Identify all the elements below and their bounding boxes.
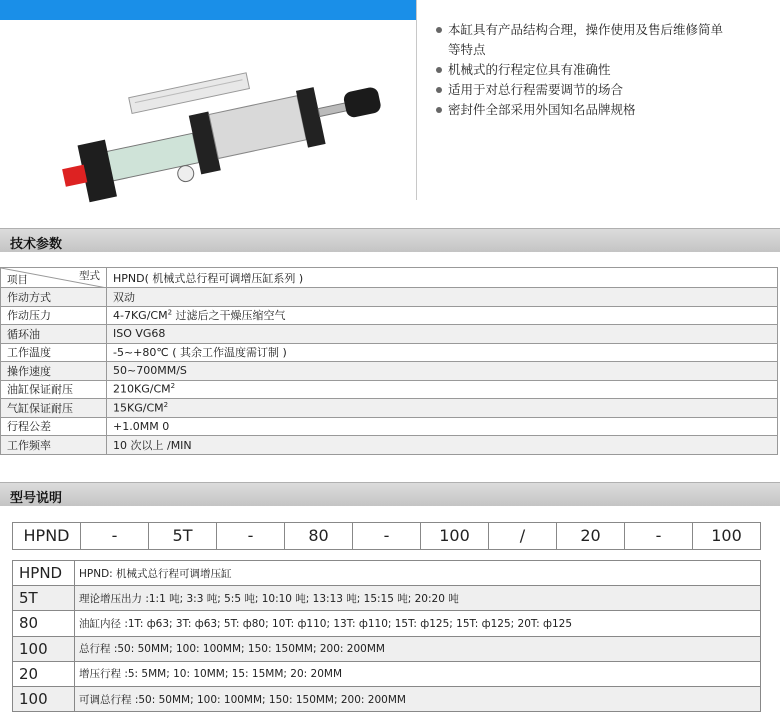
model-code-cell: HPND [13,523,81,549]
explanation-text: HPND: 机械式总行程可调增压缸 [75,561,761,586]
spec-row [1,417,778,436]
spec-sup: 2 [170,382,176,391]
model-code-cell: - [81,523,149,549]
spec-sup: 2 [167,308,173,317]
explanation-code: 80 [13,611,75,636]
explanation-code: HPND [13,561,75,586]
cylinder-product-image [48,58,388,208]
spec-section-header [0,228,780,252]
spec-value: ISO VG68 [107,325,778,344]
spec-row [1,362,778,381]
explanation-code: 5T [13,586,75,611]
model-section-header [0,482,780,506]
spec-sup: 2 [163,400,169,409]
explanation-row [13,611,761,636]
explanation-text: 增压行程 :5: 5MM; 10: 10MM; 15: 15MM; 20: 20MM [75,661,761,686]
spec-key: 工作温度 [1,343,107,362]
model-section-title: 型号说明 [10,491,63,506]
spec-header-row [1,268,778,288]
spec-key: 作动压力 [1,306,107,325]
spec-suffix: 过滤后之干燥压缩空气 [172,309,286,323]
spec-value [107,380,778,399]
spec-key: 循环油 [1,325,107,344]
spec-key: 操作速度 [1,362,107,381]
explanation-row [13,586,761,611]
model-code-cell: / [489,523,557,549]
explanation-code: 100 [13,636,75,661]
explanation-text: 油缸内径 :1T: ф63; 3T: ф63; 5T: ф80; 10T: ф110; 13T: ф110; 15T: ф125; 15T: ф125; 20T: ф125 [75,611,761,636]
spec-value-text: 15KG/CM [113,401,164,415]
spec-key: 工作频率 [1,436,107,455]
model-code-cell: 80 [285,523,353,549]
feature-list [436,20,766,120]
model-code-cell: 100 [711,526,742,545]
spec-row [1,306,778,325]
spec-key: 油缸保证耐压 [1,380,107,399]
model-code-cell: 5T [149,523,217,549]
spec-value: +1.0MM 0 [107,417,778,436]
feature-item: 本缸具有产品结构合理，操作使用及售后维修简单 [436,20,766,40]
model-code-cell: - [625,523,693,549]
spec-row [1,399,778,418]
spec-section-title: 技术参数 [10,237,63,252]
header-value: HPND( 机械式总行程可调增压缸系列 ) [107,268,778,288]
explanation-row [13,561,761,586]
feature-item: 机械式的行程定位具有准确性 [436,60,766,80]
explanation-row [13,636,761,661]
divider [416,0,417,200]
spec-row [1,288,778,307]
feature-item: 密封件全部采用外国知名品牌规格 [436,100,766,120]
spec-value [107,306,778,325]
spec-value: 50~700MM/S [107,362,778,381]
spec-table [0,267,778,455]
header-model-label: 型式 [79,270,100,282]
model-code-row [12,522,761,550]
explanation-code: 100 [13,686,75,711]
spec-row [1,325,778,344]
spec-value-text: 4-7KG/CM [113,309,168,323]
spec-key: 作动方式 [1,288,107,307]
explanation-row [13,661,761,686]
top-accent-bar [0,0,416,20]
spec-value: 双动 [107,288,778,307]
spec-key: 行程公差 [1,417,107,436]
explanation-text: 理论增压出力 :1:1 吨; 3:3 吨; 5:5 吨; 10:10 吨; 13:13 吨; 15:15 吨; 20:20 吨 [75,586,761,611]
explanation-row [13,686,761,711]
explanation-text: 可调总行程 :50: 50MM; 100: 100MM; 150: 150MM; 200: 200MM [75,686,761,711]
spec-row [1,436,778,455]
model-code-cell: 100 [421,523,489,549]
model-code-cell: 20 [557,523,625,549]
explanation-text: 总行程 :50: 50MM; 100: 100MM; 150: 150MM; 200: 200MM [75,636,761,661]
spec-value-text: 210KG/CM [113,383,171,397]
feature-item: 适用于对总行程需要调节的场合 [436,80,766,100]
spec-key: 气缸保证耐压 [1,399,107,418]
spec-row [1,380,778,399]
header-item-label: 项目 [7,274,28,286]
spec-value [107,399,778,418]
feature-item-cont: 等特点 [448,42,486,57]
diag-header-cell [1,268,107,288]
spec-value: -5~+80℃ ( 其余工作温度需订制 ) [107,343,778,362]
spec-row [1,343,778,362]
model-explanation-table [12,560,761,712]
model-code-cell: - [217,523,285,549]
spec-value: 10 次以上 /MIN [107,436,778,455]
model-code-cell: - [353,523,421,549]
explanation-code: 20 [13,661,75,686]
